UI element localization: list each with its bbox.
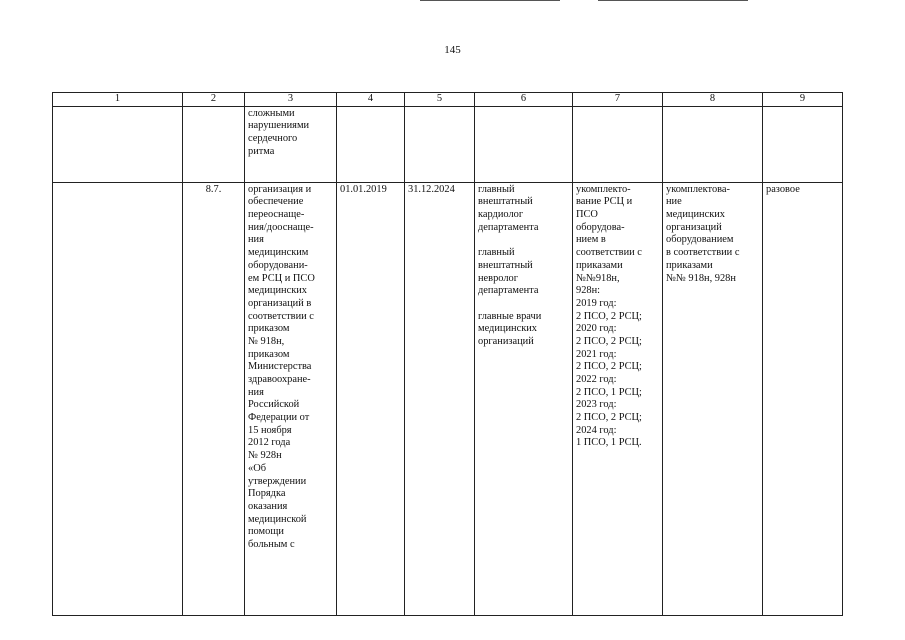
- table-row: [53, 106, 843, 182]
- col-header-2: 2: [183, 93, 245, 107]
- table-cell: [245, 182, 337, 615]
- col-header-4: 4: [337, 93, 405, 107]
- responsible-persons: главный внештатный кардиолог департамента главный внештатный невролог департамента главные врачи медицинских организаций: [478, 183, 542, 347]
- header-row: [53, 93, 843, 107]
- expected-result: укомплекто- вание РСЦ и ПСО оборудова- нием в соответствии с приказами №№918н, 928н: 2019 год: 2 ПСО, 2 РСЦ; 2020 год: 2 ПСО, 2 РСЦ; 2021 год: 2 ПСО, 2 РСЦ; 2022 год: 2 ПСО, 1 РСЦ; 2023 год: 2 ПСО, 2 РСЦ; 2024 год: 1 ПСО, 1 РСЦ.: [576, 183, 642, 449]
- row-number: 8.7.: [205, 183, 222, 195]
- top-rule-left: [420, 0, 560, 1]
- table-row: [53, 182, 843, 615]
- document-table: [52, 92, 843, 616]
- col-header-9: 9: [763, 93, 843, 107]
- start-date: 01.01.2019: [340, 183, 387, 195]
- table-cell: [405, 182, 475, 615]
- table-cell: [53, 182, 183, 615]
- indicator: укомплектова- ние медицинских организаций оборудованием в соответствии с приказами №№ 918н, 928н: [666, 183, 740, 284]
- table-cell: [663, 106, 763, 182]
- col-header-6: 6: [475, 93, 573, 107]
- page-number: 145: [444, 44, 461, 56]
- table-cell: [183, 182, 245, 615]
- table-cell: [573, 182, 663, 615]
- col-header-7: 7: [573, 93, 663, 107]
- table-cell: [475, 182, 573, 615]
- table-cell: [53, 106, 183, 182]
- end-date: 31.12.2024: [408, 183, 455, 195]
- col-header-3: 3: [245, 93, 337, 107]
- table-cell: [763, 106, 843, 182]
- col-header-5: 5: [405, 93, 475, 107]
- top-rule-right: [598, 0, 748, 1]
- activity-description: организация и обеспечение переоснаще- ния/дооснаще- ния медицинским оборудовани- ем РСЦ и ПСО медицинских организаций в соответствии с приказом № 918н, приказом Министерства здравоохране- ния Российской Федерации от 15 ноября 2012 года № 928н «Об утверждении Порядка оказания медицинской помощи больным с: [248, 183, 315, 550]
- table-cell: [405, 106, 475, 182]
- table-cell: [475, 106, 573, 182]
- cell-text: сложными нарушениями сердечного ритма: [248, 107, 310, 157]
- table-cell: [245, 106, 337, 182]
- col-header-1: 1: [53, 93, 183, 107]
- col-header-8: 8: [663, 93, 763, 107]
- table-cell: [573, 106, 663, 182]
- table-cell: [663, 182, 763, 615]
- table-cell: [763, 182, 843, 615]
- table-cell: [183, 106, 245, 182]
- table-cell: [337, 106, 405, 182]
- table-cell: [337, 182, 405, 615]
- frequency: разовое: [766, 183, 800, 195]
